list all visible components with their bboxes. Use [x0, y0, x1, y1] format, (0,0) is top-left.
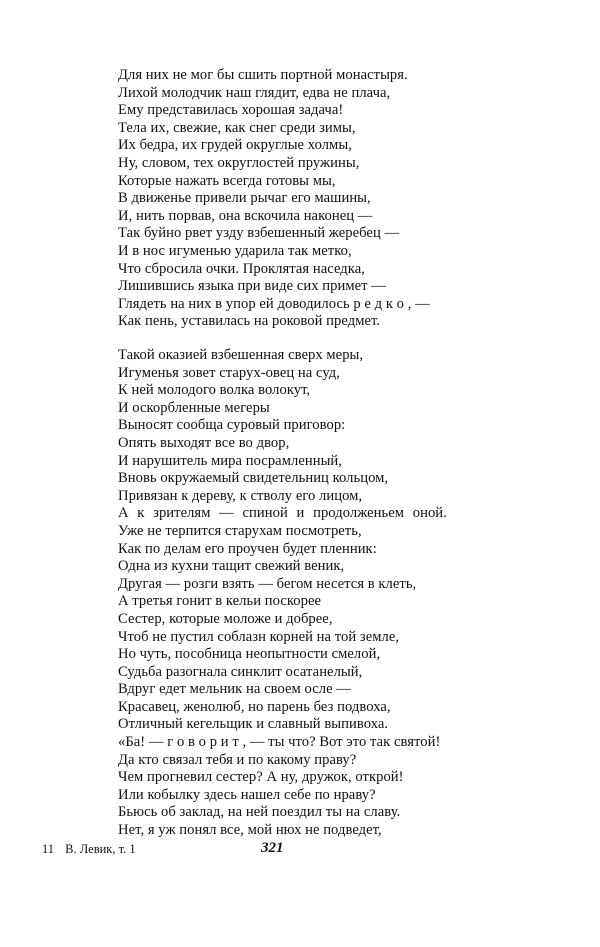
verse-line: «Ба! — г о в о р и т , — ты что? Вот это так святой! [118, 734, 441, 751]
verse-line: Вновь окружаемый свидетельниц кольцом, [118, 470, 389, 487]
verse-line: Или кобылку здесь нашел себе по нраву? [118, 786, 376, 803]
verse-line: Что сбросила очки. Проклятая наседка, [118, 260, 365, 277]
verse-line: И в нос игуменью ударила так метко, [118, 242, 352, 259]
page-number: 321 [261, 840, 284, 856]
verse-line: Опять выходят все во двор, [118, 434, 290, 451]
printer-signature [42, 842, 136, 857]
verse-line: Как пень, уставилась на роковой предмет. [118, 313, 381, 330]
verse-line: Судьба разогнала синклит осатанелый, [118, 663, 363, 680]
verse-line: Отличный кегельщик и славный выпивоха. [118, 716, 389, 733]
verse-line: Глядеть на них в упор ей доводилось р е д к о , — [118, 295, 430, 312]
verse-line: Сестер, которые моложе и добрее, [118, 610, 333, 627]
verse-line: И нарушитель мира посрамленный, [118, 452, 342, 469]
verse-line: Как по делам его проучен будет пленник: [118, 540, 377, 557]
verse-line: И, нить порвав, она вскочила наконец — [118, 207, 373, 224]
verse-line: Для них не мог бы сшить портной монастыря. [118, 67, 408, 83]
verse-line: Уже не терпится старухам посмотреть, [118, 522, 362, 539]
verse-line: Игуменья зовет старух-овец на суд, [118, 364, 340, 381]
verse-line: Нет, я уж понял все, мой нюх не подведет, [118, 822, 382, 839]
signature-text: В. Левик, т. 1 [65, 842, 136, 856]
verse-line: Красавец, женолюб, но парень без подвоха, [118, 698, 391, 715]
verse-line: Да кто связал тебя и по какому праву? [118, 751, 357, 768]
verse-line: Другая — розги взять — бегом несется в клеть, [118, 575, 417, 592]
stanza-1 [118, 67, 478, 331]
verse-line: Ему представилась хорошая задача! [118, 102, 344, 119]
verse-line: Так буйно рвет узду взбешенный жеребец — [118, 225, 400, 242]
verse-line: Которые нажать всегда готовы мы, [118, 172, 336, 189]
verse-line: Лишившись языка при виде сих примет — [118, 278, 386, 295]
stanza-2 [118, 347, 478, 840]
verse-line: Ну, словом, тех округлостей пружины, [118, 154, 360, 171]
verse-line: Их бедра, их грудей округлые холмы, [118, 137, 352, 154]
verse-line: А к зрителям — спиной и продолженьем оной. [118, 505, 447, 522]
page-footer [42, 840, 492, 862]
verse-line: Чтоб не пустил соблазн корней на той земле, [118, 628, 400, 645]
verse-line: Одна из кухни тащит свежий веник, [118, 558, 345, 575]
verse-line: Привязан к дереву, к стволу его лицом, [118, 487, 363, 504]
verse-line: Но чуть, пособница неопытности смелой, [118, 646, 381, 663]
verse-line: Вдруг едет мельник на своем осле — [118, 681, 351, 698]
verse-line: И оскорбленные мегеры [118, 399, 270, 416]
verse-line: Лихой молодчик наш глядит, едва не плача, [118, 84, 391, 101]
verse-line: Тела их, свежие, как снег среди зимы, [118, 119, 356, 136]
verse-line: Чем прогневил сестер? А ну, дружок, открой! [118, 769, 404, 786]
verse-line: Выносят сообща суровый приговор: [118, 417, 346, 434]
signature-number: 11 [42, 842, 55, 856]
verse-line: Бьюсь об заклад, на ней поездил ты на славу. [118, 804, 401, 821]
verse-line: Такой оказией взбешенная сверх меры, [118, 347, 364, 363]
verse-line: А третья гонит в кельи поскорее [118, 593, 322, 610]
verse-line: К ней молодого волка волокут, [118, 382, 311, 399]
verse-line: В движенье привели рычаг его машины, [118, 190, 371, 207]
